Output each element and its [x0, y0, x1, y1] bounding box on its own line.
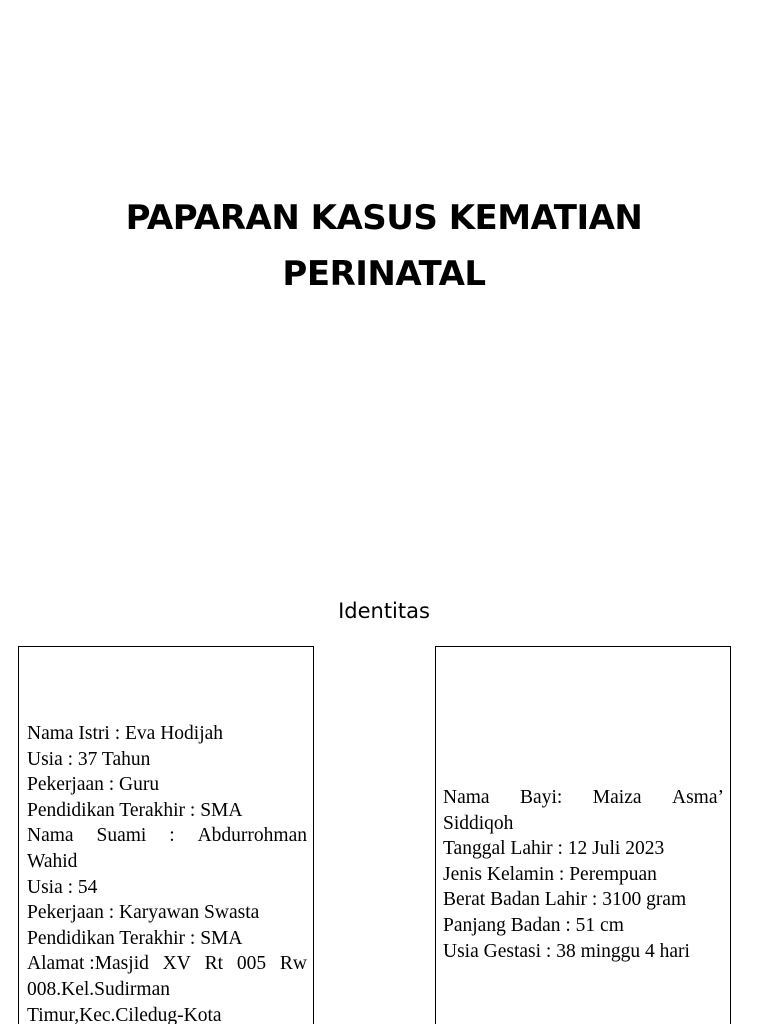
parents-identity-box [18, 646, 314, 1024]
wife-age: Usia : 37 Tahun [27, 748, 151, 770]
baby-name-word: Bayi: [520, 787, 563, 808]
husband-name-word: Abdurrohman [197, 825, 307, 847]
husband-age: Usia : 54 [27, 876, 98, 898]
baby-sex: Jenis Kelamin : Perempuan [443, 863, 657, 885]
address-word: 005 [236, 953, 267, 975]
section-heading-identitas: Identitas [338, 599, 430, 623]
gestational-age: Usia Gestasi : 38 minggu 4 hari [443, 940, 690, 962]
address [27, 951, 307, 977]
husband-name-continued: Wahid [27, 850, 78, 872]
body-length: Panjang Badan : 51 cm [443, 914, 624, 936]
address-word: Alamat :Masjid [27, 953, 149, 975]
address-line-2: 008.Kel.Sudirman [27, 978, 170, 1000]
husband-name [27, 823, 307, 849]
baby-identity-text [443, 785, 724, 964]
slide-title-line-2: PERINATAL [282, 254, 486, 294]
parents-identity-text [27, 721, 307, 1024]
address-word: XV [162, 953, 191, 975]
address-word: Rw [279, 953, 307, 975]
baby-identity-box [435, 646, 731, 1024]
baby-name-word: Nama [443, 787, 490, 808]
baby-name-word: Maiza [592, 787, 642, 808]
wife-education: Pendidikan Terakhir : SMA [27, 799, 243, 821]
husband-name-word: : [169, 825, 175, 847]
address-line-3: Timur,Kec.Ciledug-Kota [27, 1004, 222, 1024]
baby-name [443, 785, 724, 811]
wife-occupation: Pekerjaan : Guru [27, 774, 160, 796]
birth-weight: Berat Badan Lahir : 3100 gram [443, 889, 687, 911]
slide-title [0, 190, 768, 302]
slide-title-line-1: PAPARAN KASUS KEMATIAN [125, 198, 643, 238]
baby-name-word: Asma’ [672, 787, 724, 808]
husband-name-word: Suami [96, 825, 147, 847]
wife-name: Nama Istri : Eva Hodijah [27, 723, 224, 744]
baby-name-continued: Siddiqoh [443, 812, 514, 834]
address-word: Rt [204, 953, 224, 975]
husband-occupation: Pekerjaan : Karyawan Swasta [27, 902, 260, 924]
birth-date: Tanggal Lahir : 12 Juli 2023 [443, 838, 665, 860]
husband-name-word: Nama [27, 825, 74, 847]
husband-education: Pendidikan Terakhir : SMA [27, 927, 243, 949]
